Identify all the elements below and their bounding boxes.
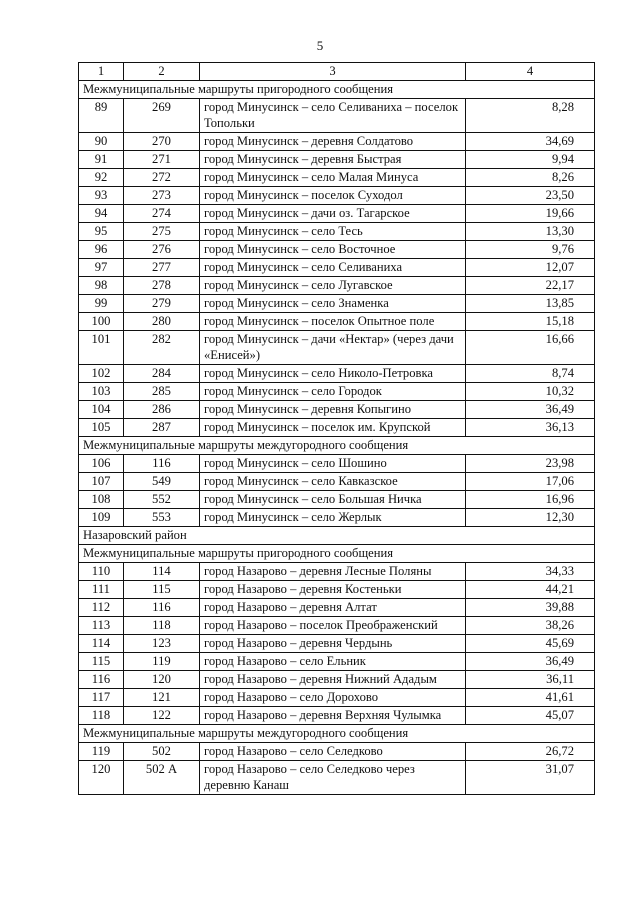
route-name: город Назарово – село Ельник [200,653,466,671]
row-number: 118 [79,707,124,725]
route-name: город Минусинск – деревня Быстрая [200,151,466,169]
route-number: 118 [124,617,200,635]
table-row [79,99,595,133]
row-number: 90 [79,133,124,151]
section-row [79,437,595,455]
route-number: 122 [124,707,200,725]
row-number: 94 [79,205,124,223]
route-name: город Минусинск – деревня Солдатово [200,133,466,151]
route-number: 502 [124,743,200,761]
row-number: 112 [79,599,124,617]
route-length: 13,85 [466,295,595,313]
table-row [79,241,595,259]
table-body [79,81,595,795]
route-name: город Назарово – деревня Лесные Поляны [200,563,466,581]
route-number: 120 [124,671,200,689]
route-name: город Минусинск – деревня Копыгино [200,401,466,419]
row-number: 116 [79,671,124,689]
route-number: 116 [124,599,200,617]
section-title: Межмуниципальные маршруты пригородного сообщения [79,545,595,563]
section-title: Межмуниципальные маршруты междугородного сообщения [79,437,595,455]
table-row [79,455,595,473]
route-number: 279 [124,295,200,313]
table-row [79,509,595,527]
row-number: 98 [79,277,124,295]
route-number: 278 [124,277,200,295]
table-row [79,671,595,689]
route-length: 36,49 [466,653,595,671]
table-row [79,331,595,365]
route-name: город Минусинск – село Малая Минуса [200,169,466,187]
section-row [79,545,595,563]
table-row [79,635,595,653]
row-number: 103 [79,383,124,401]
route-name: город Минусинск – село Селиваниха [200,259,466,277]
table-row [79,259,595,277]
route-name: город Назарово – деревня Алтат [200,599,466,617]
route-name: город Минусинск – село Знаменка [200,295,466,313]
route-name: город Назарово – деревня Костеньки [200,581,466,599]
table-row [79,473,595,491]
route-length: 38,26 [466,617,595,635]
route-number: 285 [124,383,200,401]
route-number: 272 [124,169,200,187]
route-number: 116 [124,455,200,473]
route-number: 121 [124,689,200,707]
route-name: город Минусинск – село Большая Ничка [200,491,466,509]
route-length: 34,33 [466,563,595,581]
route-length: 9,76 [466,241,595,259]
route-name: город Назарово – деревня Нижний Ададым [200,671,466,689]
route-name: город Минусинск – село Селиваниха – поселок Топольки [200,99,466,133]
route-length: 10,32 [466,383,595,401]
route-length: 16,66 [466,331,595,365]
table-row [79,491,595,509]
route-number: 270 [124,133,200,151]
section-title: Межмуниципальные маршруты междугородного сообщения [79,725,595,743]
table-row [79,365,595,383]
section-title: Межмуниципальные маршруты пригородного сообщения [79,81,595,99]
route-number: 123 [124,635,200,653]
table-row [79,761,595,795]
route-length: 26,72 [466,743,595,761]
row-number: 105 [79,419,124,437]
row-number: 91 [79,151,124,169]
route-length: 31,07 [466,761,595,795]
row-number: 104 [79,401,124,419]
route-number: 553 [124,509,200,527]
route-length: 12,07 [466,259,595,277]
section-row [79,527,595,545]
route-name: город Минусинск – дачи «Нектар» (через дачи «Енисей») [200,331,466,365]
row-number: 107 [79,473,124,491]
route-name: город Назарово – село Селедково через деревню Канаш [200,761,466,795]
table-row [79,617,595,635]
route-name: город Минусинск – село Шошино [200,455,466,473]
table-row [79,599,595,617]
route-number: 276 [124,241,200,259]
route-name: город Минусинск – село Николо-Петровка [200,365,466,383]
route-number: 549 [124,473,200,491]
route-length: 9,94 [466,151,595,169]
table-row [79,313,595,331]
table-row [79,205,595,223]
route-number: 273 [124,187,200,205]
route-length: 23,50 [466,187,595,205]
table-row [79,169,595,187]
route-name: город Назарово – село Дорохово [200,689,466,707]
row-number: 99 [79,295,124,313]
page-number: 5 [316,38,324,53]
row-number: 97 [79,259,124,277]
column-header: 4 [466,63,595,81]
route-name: город Минусинск – дачи оз. Тагарское [200,205,466,223]
table-row [79,563,595,581]
row-number: 93 [79,187,124,205]
row-number: 120 [79,761,124,795]
table-row [79,581,595,599]
route-name: город Назарово – поселок Преображенский [200,617,466,635]
route-name: город Назарово – деревня Чердынь [200,635,466,653]
row-number: 106 [79,455,124,473]
table-row [79,419,595,437]
route-length: 13,30 [466,223,595,241]
table-row [79,743,595,761]
row-number: 96 [79,241,124,259]
route-number: 271 [124,151,200,169]
route-number: 282 [124,331,200,365]
table-row [79,151,595,169]
table-row [79,707,595,725]
row-number: 114 [79,635,124,653]
route-number: 502 А [124,761,200,795]
route-name: город Назарово – деревня Верхняя Чулымка [200,707,466,725]
row-number: 113 [79,617,124,635]
route-name: город Минусинск – поселок Опытное поле [200,313,466,331]
table-row [79,133,595,151]
route-number: 552 [124,491,200,509]
row-number: 102 [79,365,124,383]
route-length: 16,96 [466,491,595,509]
row-number: 100 [79,313,124,331]
route-name: город Назарово – село Селедково [200,743,466,761]
route-name: город Минусинск – село Лугавское [200,277,466,295]
route-number: 274 [124,205,200,223]
route-name: город Минусинск – село Городок [200,383,466,401]
header-row [79,63,595,81]
route-length: 22,17 [466,277,595,295]
table-row [79,401,595,419]
route-number: 284 [124,365,200,383]
route-name: город Минусинск – поселок им. Крупской [200,419,466,437]
table-row [79,277,595,295]
route-length: 8,28 [466,99,595,133]
route-length: 36,13 [466,419,595,437]
route-length: 36,49 [466,401,595,419]
route-length: 36,11 [466,671,595,689]
row-number: 117 [79,689,124,707]
route-length: 41,61 [466,689,595,707]
row-number: 89 [79,99,124,133]
route-number: 114 [124,563,200,581]
row-number: 92 [79,169,124,187]
row-number: 109 [79,509,124,527]
route-length: 17,06 [466,473,595,491]
route-number: 119 [124,653,200,671]
table-row [79,295,595,313]
table-row [79,653,595,671]
route-number: 287 [124,419,200,437]
route-number: 277 [124,259,200,277]
column-header: 3 [200,63,466,81]
section-row [79,725,595,743]
row-number: 110 [79,563,124,581]
table-row [79,689,595,707]
section-title: Назаровский район [79,527,595,545]
route-number: 269 [124,99,200,133]
column-header: 2 [124,63,200,81]
route-length: 12,30 [466,509,595,527]
row-number: 101 [79,331,124,365]
route-length: 34,69 [466,133,595,151]
row-number: 111 [79,581,124,599]
route-name: город Минусинск – поселок Суходол [200,187,466,205]
section-row [79,81,595,99]
route-length: 8,74 [466,365,595,383]
route-number: 280 [124,313,200,331]
route-length: 45,07 [466,707,595,725]
row-number: 108 [79,491,124,509]
route-length: 23,98 [466,455,595,473]
column-header: 1 [79,63,124,81]
table-row [79,223,595,241]
row-number: 95 [79,223,124,241]
route-length: 19,66 [466,205,595,223]
route-length: 8,26 [466,169,595,187]
route-number: 275 [124,223,200,241]
route-name: город Минусинск – село Жерлык [200,509,466,527]
route-number: 115 [124,581,200,599]
route-length: 15,18 [466,313,595,331]
route-name: город Минусинск – село Восточное [200,241,466,259]
row-number: 119 [79,743,124,761]
route-length: 44,21 [466,581,595,599]
route-name: город Минусинск – село Тесь [200,223,466,241]
table-row [79,187,595,205]
route-length: 39,88 [466,599,595,617]
route-name: город Минусинск – село Кавказское [200,473,466,491]
routes-table [78,62,595,795]
row-number: 115 [79,653,124,671]
table-row [79,383,595,401]
route-number: 286 [124,401,200,419]
route-length: 45,69 [466,635,595,653]
